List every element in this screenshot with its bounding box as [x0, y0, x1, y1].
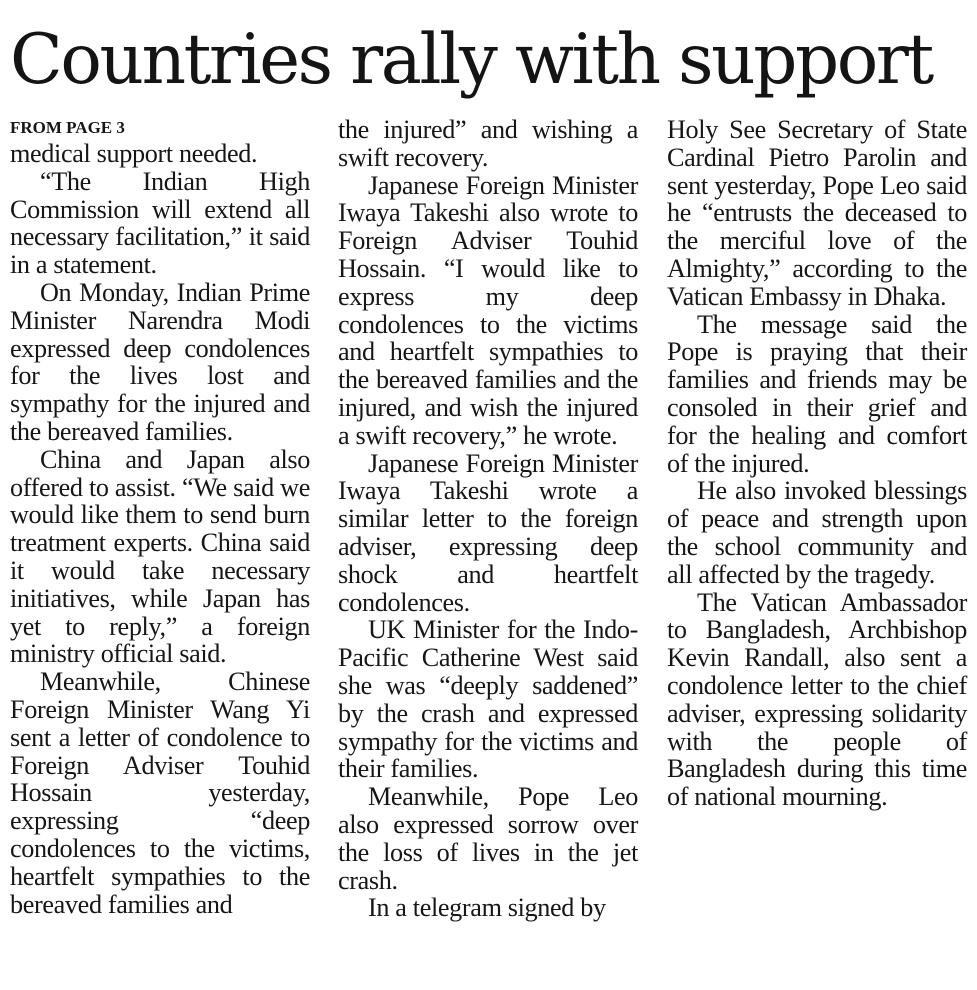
paragraph: On Monday, Indian Prime Minister Narendra Modi expressed deep condolences for the lives lost and sympathy for the injured and the bereaved families. — [10, 277, 310, 446]
paragraph: UK Minister for the Indo-Pacific Catherine West said she was “deeply saddened” by the crash and expressed sympathy for the victims and their families. — [338, 615, 638, 784]
paragraph: Meanwhile, Pope Leo also expressed sorrow over the loss of lives in the jet crash. — [338, 782, 638, 895]
continuation-kicker: FROM PAGE 3 — [10, 118, 125, 137]
paragraph: the injured” and wishing a swift recovery. — [338, 115, 638, 172]
article-column-3 — [667, 116, 967, 811]
paragraph: He also invoked blessings of peace and strength upon the school community and all affected by the tragedy. — [667, 476, 967, 589]
paragraph: medical support needed. — [10, 139, 258, 168]
paragraph: China and Japan also offered to assist. “We said we would like them to send burn treatment experts. China said it would take necessary initiatives, while Japan has yet to reply,” a foreign ministry official said. — [10, 444, 310, 669]
paragraph: Holy See Secretary of State Cardinal Pietro Parolin and sent yesterday, Pope Leo said he “entrusts the deceased to the merciful love of the Almighty,” according to the Vatican Embassy in Dhaka. — [667, 115, 967, 311]
article-column-2 — [338, 116, 638, 922]
paragraph: “The Indian High Commission will extend all necessary facilitation,” it said in a statement. — [10, 166, 310, 280]
paragraph: Japanese Foreign Minister Iwaya Takeshi also wrote to Foreign Adviser Touhid Hossain. “I would like to express my deep condolences to the victims and heartfelt sympathies to the bereaved families and the injured, and wish the injured a swift recovery,” he wrote. — [338, 170, 638, 450]
paragraph: Meanwhile, Chinese Foreign Minister Wang Yi sent a letter of condolence to Foreign Adviser Touhid Hossain yesterday, expressing “deep condolences to the victims, heartfelt sympathies to the bereaved families and — [10, 667, 310, 919]
headline: Countries rally with support — [10, 20, 932, 100]
paragraph: The Vatican Ambassador to Bangladesh, Archbishop Kevin Randall, also sent a condolence letter to the chief adviser, expressing solidarity with the people of Bangladesh during this time of national mourning. — [667, 587, 967, 812]
paragraph: The message said the Pope is praying that their families and friends may be consoled in their grief and for the healing and comfort of the injured. — [667, 309, 967, 478]
paragraph: Japanese Foreign Minister Iwaya Takeshi wrote a similar letter to the foreign adviser, expressing deep shock and heartfelt condolences. — [338, 448, 638, 617]
paragraph: In a telegram signed by — [368, 893, 606, 923]
article-column-1 — [10, 116, 310, 918]
